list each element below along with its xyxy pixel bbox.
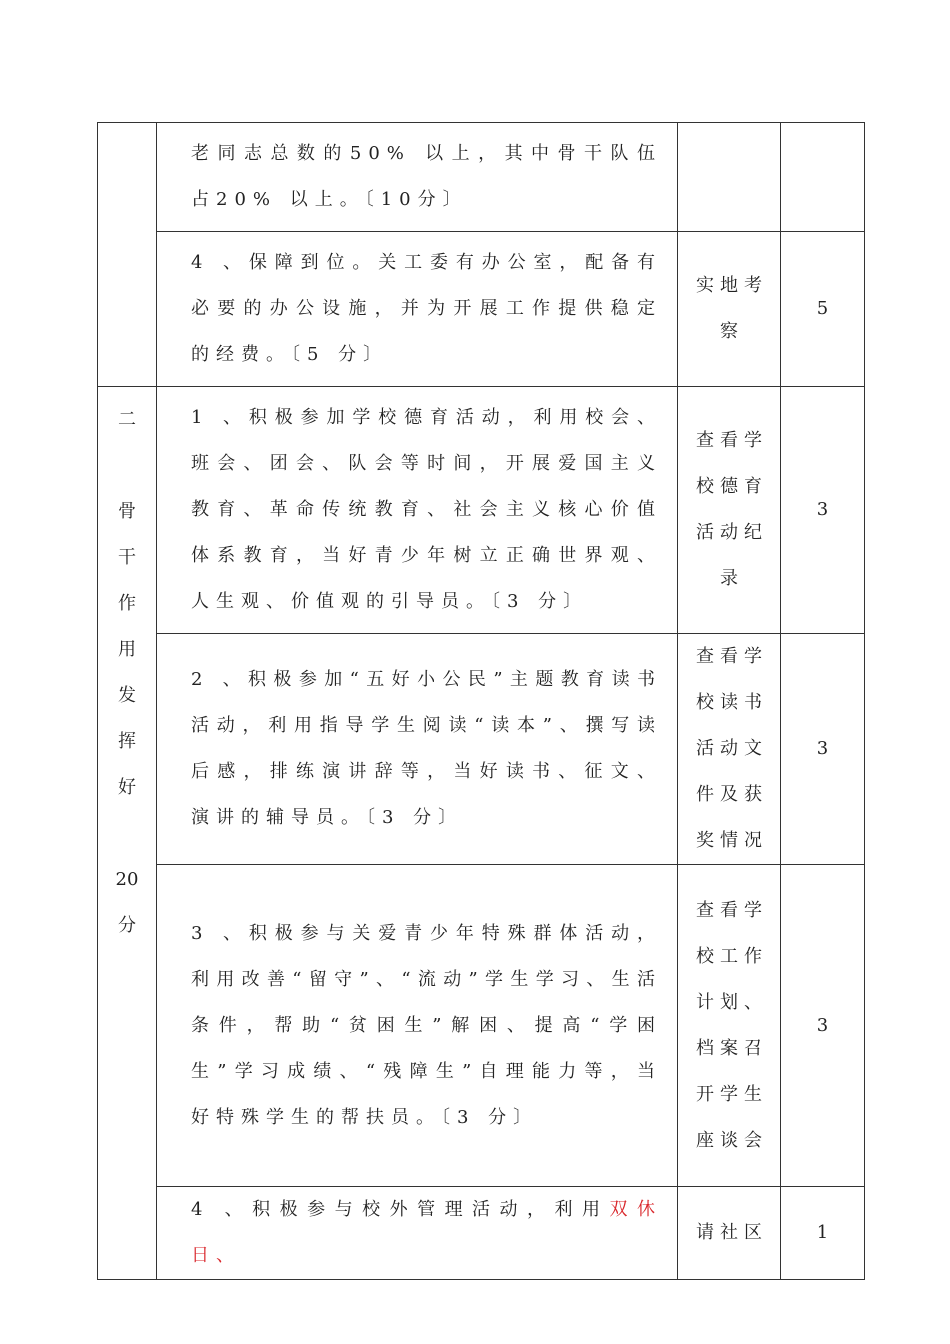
score-value: 3 xyxy=(816,738,829,759)
section-title-char: 干 xyxy=(118,547,136,568)
criterion-text: 4 、保障到位。关工委有办公室，配备有必要的办公设施，并为开展工作提供稳定的经费。〔5 分〕 xyxy=(191,252,662,365)
method-text: 实地考察 xyxy=(696,275,768,342)
criterion-text: 2 、积极参加“五好小公民”主题教育读书活动，利用指导学生阅读“读本”、撰写读后感，排练演讲辞等，当好读书、征文、演讲的辅导员。〔3 分〕 xyxy=(191,669,662,828)
criterion-text: 4 、积极参与校外管理活动，利用双休日、 xyxy=(191,1199,662,1266)
table-row xyxy=(98,634,865,865)
content-cell xyxy=(157,123,678,232)
section-title-char: 用 xyxy=(118,639,136,660)
section-title-char: 挥 xyxy=(118,731,136,752)
method-cell xyxy=(678,634,781,865)
method-cell xyxy=(678,123,781,232)
section-number: 二 xyxy=(118,409,136,430)
method-cell xyxy=(678,1187,781,1280)
highlighted-text: 双休日、 xyxy=(191,1199,662,1266)
criterion-text: 老同志总数的50% 以上，其中骨干队伍占20% 以上。〔10分〕 xyxy=(191,143,662,210)
score-cell xyxy=(781,865,865,1187)
section-points: 20 xyxy=(115,869,139,890)
category-cell-empty xyxy=(98,123,157,387)
content-cell xyxy=(157,232,678,387)
criterion-text: 1 、积极参加学校德育活动，利用校会、班会、团会、队会等时间，开展爱国主义教育、革命传统教育、社会主义核心价值体系教育，当好青少年树立正确世界观、人生观、价值观的引导员。〔3 分〕 xyxy=(191,407,662,612)
score-value: 1 xyxy=(816,1222,829,1243)
score-value: 3 xyxy=(816,1014,829,1036)
section-title-char: 作 xyxy=(118,593,136,614)
method-text: 查看学校读书活动文件及获奖情况 xyxy=(696,646,768,851)
method-cell xyxy=(678,232,781,387)
table-row xyxy=(98,232,865,387)
content-cell xyxy=(157,634,678,865)
content-cell xyxy=(157,865,678,1187)
table-row xyxy=(98,387,865,634)
content-cell xyxy=(157,387,678,634)
evaluation-table xyxy=(97,122,865,1280)
score-value: 5 xyxy=(816,298,829,319)
method-text: 查看学校工作计划、档案召开学生座谈会 xyxy=(696,899,768,1151)
score-cell xyxy=(781,387,865,634)
method-cell xyxy=(678,387,781,634)
method-text: 请社区 xyxy=(696,1222,768,1243)
score-cell xyxy=(781,634,865,865)
content-cell xyxy=(157,1187,678,1280)
score-cell xyxy=(781,1187,865,1280)
section-title-char: 好 xyxy=(118,777,136,798)
table-row xyxy=(98,123,865,232)
method-cell xyxy=(678,865,781,1187)
section-title-char: 骨 xyxy=(118,501,136,522)
criterion-text: 3 、积极参与关爱青少年特殊群体活动，利用改善“留守”、“流动”学生学习、生活条件，帮助“贫困生”解困、提高“学困生”学习成绩、“残障生”自理能力等，当好特殊学生的帮扶员。〔3 分〕 xyxy=(191,922,662,1128)
score-value: 3 xyxy=(816,499,829,520)
section-title-char: 发 xyxy=(118,685,136,706)
method-text: 查看学校德育活动纪录 xyxy=(696,430,768,589)
category-cell xyxy=(98,387,157,1280)
score-cell xyxy=(781,232,865,387)
table-row xyxy=(98,1187,865,1280)
score-cell xyxy=(781,123,865,232)
section-points-unit: 分 xyxy=(118,915,136,936)
table-row xyxy=(98,865,865,1187)
